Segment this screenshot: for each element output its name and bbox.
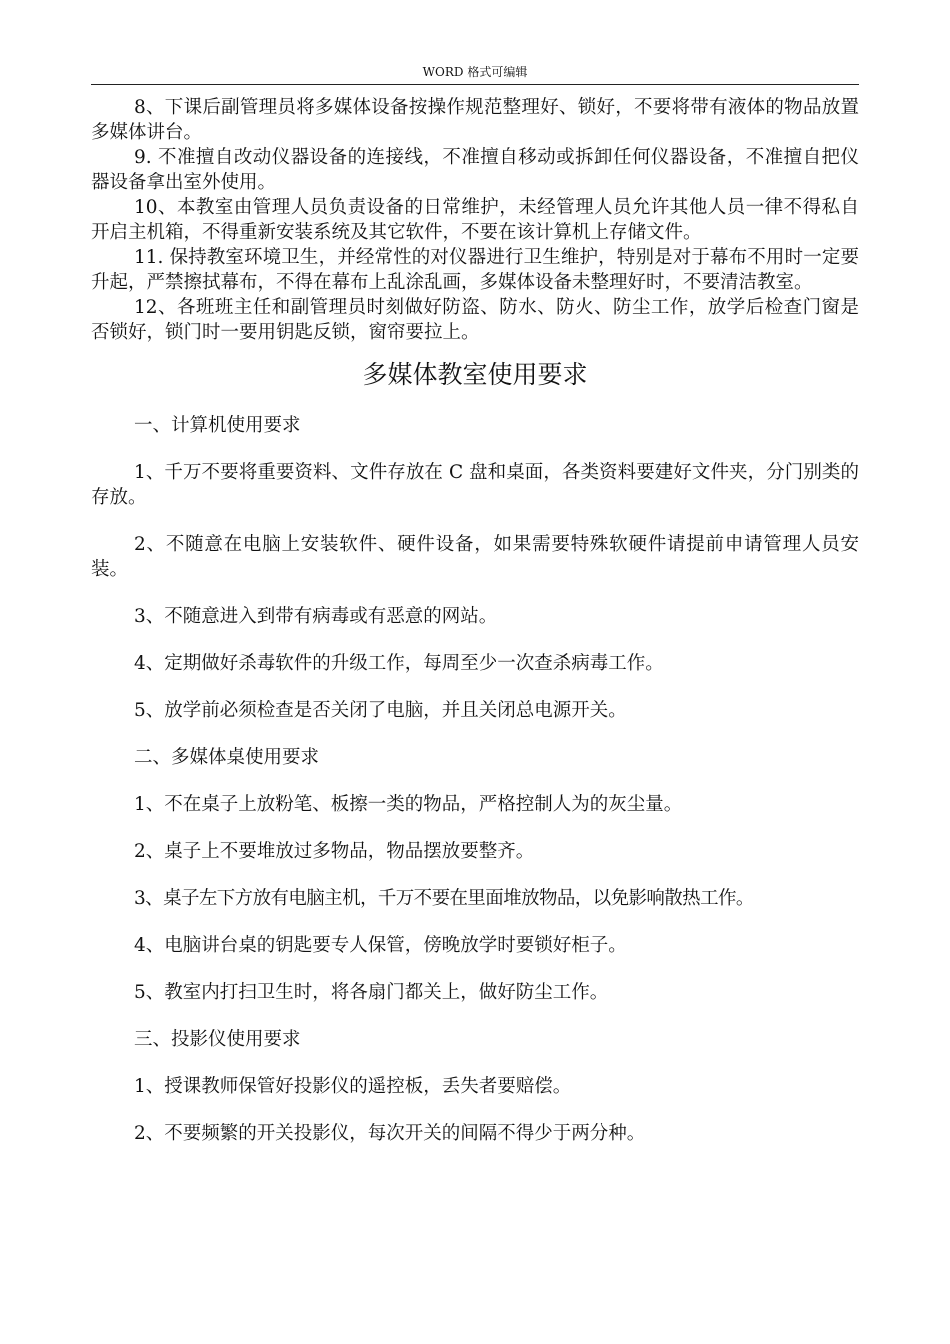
list-item: 1、授课教师保管好投影仪的遥控板，丢失者要赔偿。 bbox=[134, 1076, 572, 1097]
rule-8: 8、下课后副管理员将多媒体设备按操作规范整理好、锁好，不要将带有液体的物品放置多媒体讲台。 bbox=[91, 97, 859, 143]
rule-12: 12、各班班主任和副管理员时刻做好防盗、防水、防火、防尘工作，放学后检查门窗是否锁好，锁门时一要用钥匙反锁，窗帘要拉上。 bbox=[91, 297, 859, 343]
list-item: 4、电脑讲台桌的钥匙要专人保管，傍晚放学时要锁好柜子。 bbox=[134, 935, 627, 956]
rule-10: 10、本教室由管理人员负责设备的日常维护，未经管理人员允许其他人员一律不得私自开启主机箱，不得重新安装系统及其它软件，不要在该计算机上存储文件。 bbox=[91, 197, 859, 243]
list-item: 5、教室内打扫卫生时，将各扇门都关上，做好防尘工作。 bbox=[134, 982, 609, 1003]
list-item: 1、不在桌子上放粉笔、板擦一类的物品，严格控制人为的灰尘量。 bbox=[134, 794, 683, 815]
list-item: 2、桌子上不要堆放过多物品，物品摆放要整齐。 bbox=[134, 841, 535, 862]
list-item: 3、桌子左下方放有电脑主机，千万不要在里面堆放物品，以免影响散热工作。 bbox=[134, 888, 754, 909]
list-item: 2、不随意在电脑上安装软件、硬件设备，如果需要特殊软硬件请提前申请管理人员安装。 bbox=[91, 534, 859, 580]
section-heading-projector: 三、投影仪使用要求 bbox=[134, 1029, 301, 1050]
document-body bbox=[91, 95, 859, 1168]
list-item: 5、放学前必须检查是否关闭了电脑，并且关闭总电源开关。 bbox=[134, 700, 627, 721]
list-item: 1、千万不要将重要资料、文件存放在 C 盘和桌面，各类资料要建好文件夹，分门别类的存放。 bbox=[91, 462, 859, 508]
section-heading-desk: 二、多媒体桌使用要求 bbox=[134, 747, 320, 768]
list-item: 3、不随意进入到带有病毒或有恶意的网站。 bbox=[134, 606, 498, 627]
rule-9: 9. 不准擅自改动仪器设备的连接线，不准擅自移动或拆卸任何仪器设备，不准擅自把仪器设备拿出室外使用。 bbox=[91, 147, 859, 193]
header-divider bbox=[91, 84, 859, 85]
list-item: 2、不要频繁的开关投影仪，每次开关的间隔不得少于两分种。 bbox=[134, 1123, 646, 1144]
document-title: 多媒体教室使用要求 bbox=[362, 360, 588, 389]
list-item: 4、定期做好杀毒软件的升级工作，每周至少一次查杀病毒工作。 bbox=[134, 653, 664, 674]
rule-11: 11. 保持教室环境卫生，并经常性的对仪器进行卫生维护，特别是对于幕布不用时一定要升起，严禁擦拭幕布，不得在幕布上乱涂乱画，多媒体设备未整理好时，不要清洁教室。 bbox=[91, 247, 859, 293]
section-heading-computer: 一、计算机使用要求 bbox=[134, 415, 301, 436]
page-header: WORD 格式可编辑 bbox=[422, 65, 528, 79]
